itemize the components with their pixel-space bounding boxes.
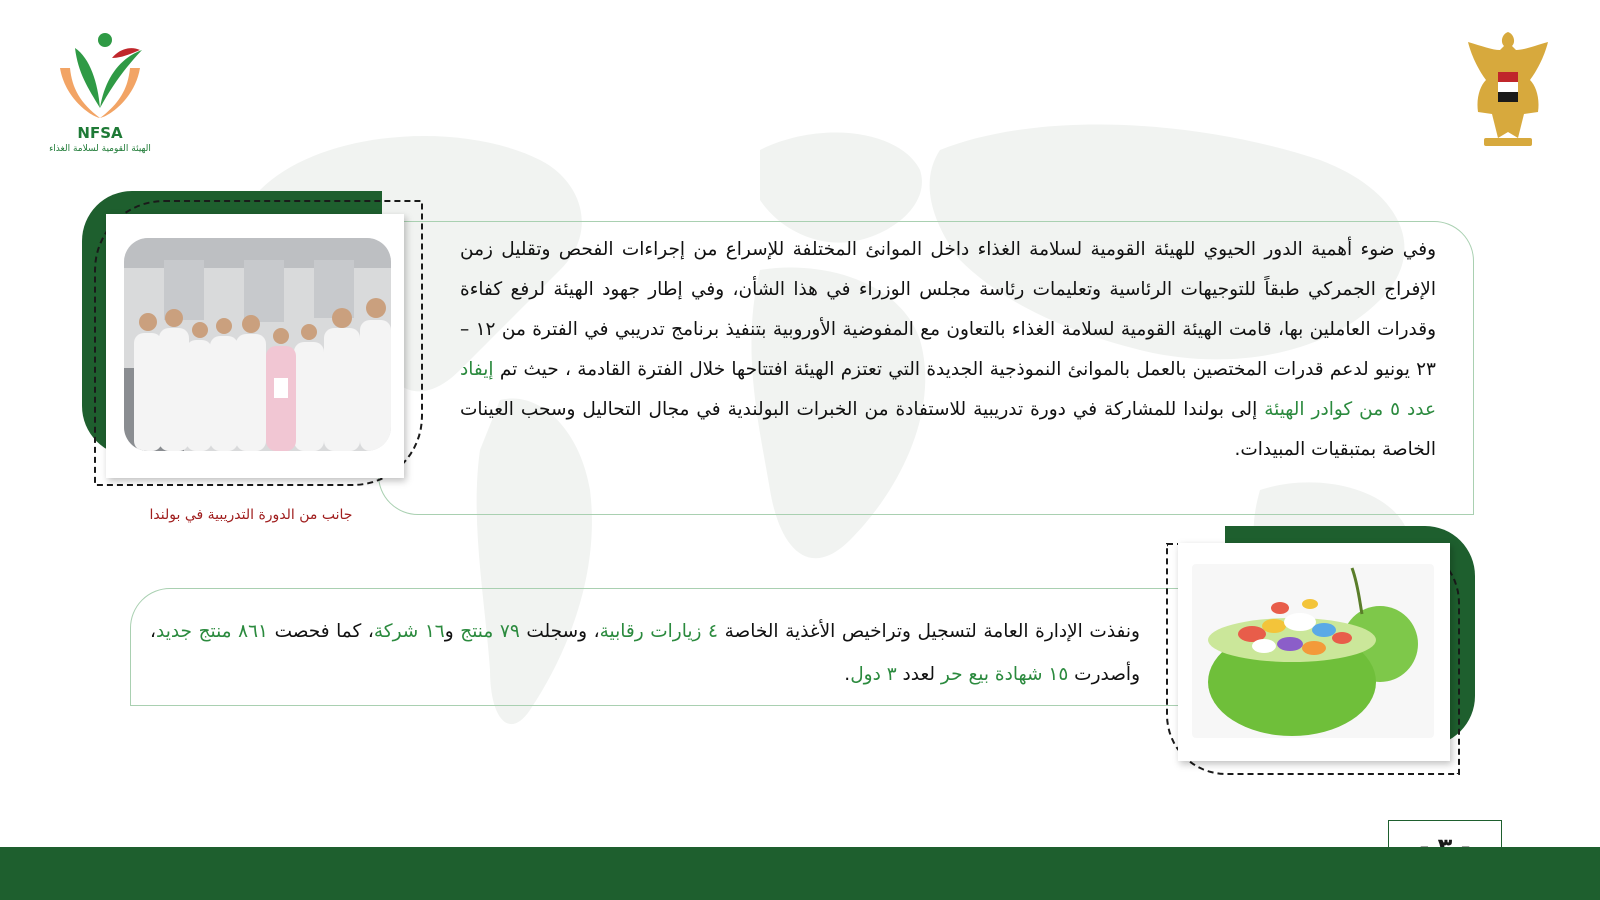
nfsa-full-name: الهيئة القومية لسلامة الغذاء [49,144,151,154]
egypt-eagle-emblem-icon [1462,28,1554,153]
paragraph-1-text: وفي ضوء أهمية الدور الحيوي للهيئة القومية لسلامة الغذاء داخل الموانئ المختلفة للإسراع من إجراءات الفحص وتقليل زمن الإفراج الجمركي طبقاً للتوجيهات الرئاسية وتعليمات رئاسة مجلس الوزراء في هذا الشأن، وفي إطار جهود الهيئة لرفع كفاءة وقدرات العاملين بها، قامت الهيئة القومية لسلامة الغذاء بالتعاون مع المفوضية الأوروبية بتنفيذ برنامج تدريبي في الفترة من ١٢ – ٢٣ يونيو لدعم قدرات المختصين بالعمل بالموانئ النموذجية الجديدة التي تعتزم الهيئة افتتاحها خلال الفترة القادمة ، حيث تم [460,239,1437,380]
paragraph-2-text-5: ، وأصدرت [150,621,1140,685]
highlight-new-products: ٨٦١ منتج جديد [155,621,268,642]
training-course-photo [124,238,391,451]
nfsa-logo [40,28,160,163]
paragraph-2-text-6: لعدد [902,664,936,685]
highlight-countries: ٣ دول [850,664,897,685]
highlight-certificates: ١٥ شهادة بيع حر [940,664,1069,685]
nfsa-emblem-icon [50,28,150,123]
photo-caption: جانب من الدورة التدريبية في بولندا [149,507,353,523]
highlight-visits: ٤ زيارات رقابية [599,621,718,642]
paragraph-2-text-4: ، كما فحصت [274,621,374,642]
highlight-products-registered: ٧٩ منتج [460,621,520,642]
paragraph-1-end: إلى بولندا للمشاركة في دورة تدريبية للاستفادة من الخبرات البولندية في مجال التحاليل وسحب العينات الخاصة بمتبقيات المبيدات. [460,399,1436,460]
paragraph-2-text-2: ، وسجلت [526,621,600,642]
paragraph-2-text-1: ونفذت الإدارة العامة لتسجيل وتراخيص الأغذية الخاصة [724,621,1140,642]
highlight-companies: ١٦ شركة [373,621,445,642]
highlight-delegates: إيفاد عدد ٥ من كوادر الهيئة [460,359,1437,420]
paragraph-2-text-7: . [844,664,851,685]
footer-bar [0,847,1600,900]
paragraph-2 [150,610,1140,696]
paragraph-1 [460,230,1436,470]
supplements-photo [1192,564,1434,738]
paragraph-2-text-3: و [444,621,454,642]
nfsa-abbreviation: NFSA [77,124,123,142]
